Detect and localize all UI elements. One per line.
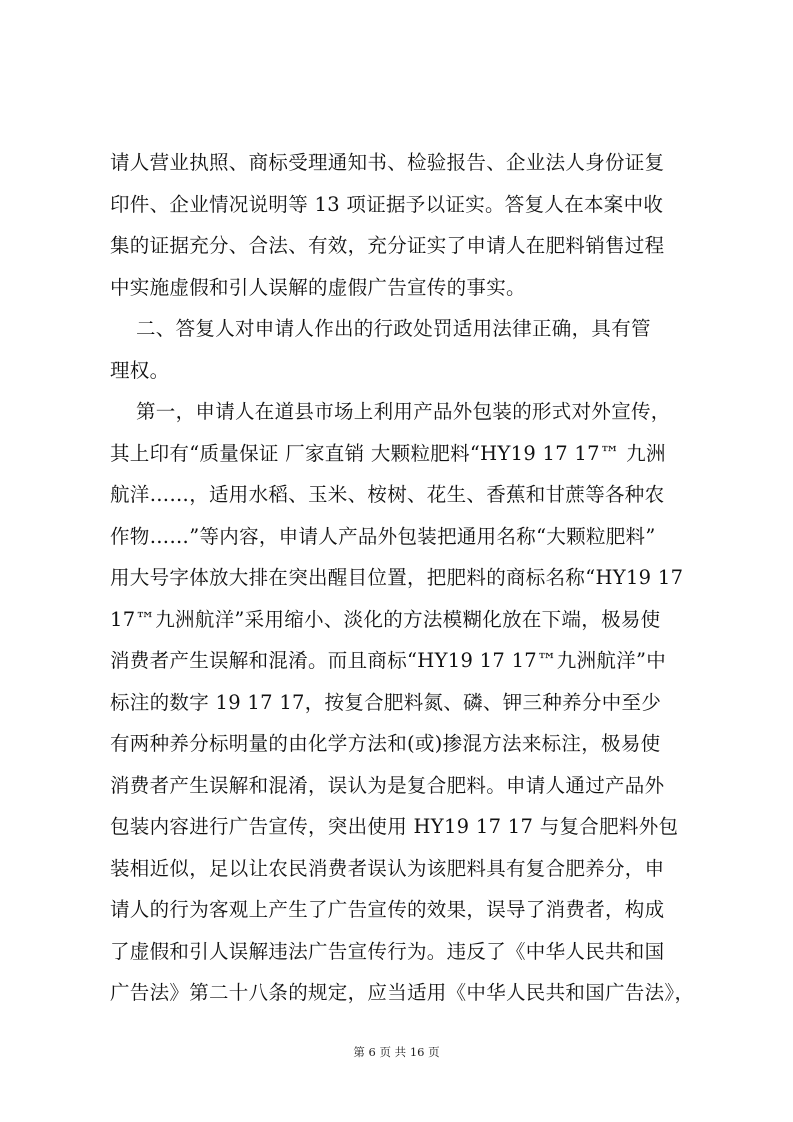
text-line: 集的证据充分、合法、有效，充分证实了申请人在肥料销售过程 [110,234,665,257]
body-text [110,142,695,1014]
page-number-footer: 第 6 页 共 16 页 [353,1045,440,1059]
text-line: 用大号字体放大排在突出醒目位置，把肥料的商标名称“HY19 17 [110,566,684,589]
text-line: 装相近似，足以让农民消费者误认为该肥料具有复合肥养分，申 [110,856,665,880]
text-line: 广告法》第二十八条的规定，应当适用《中华人民共和国广告法》， [110,981,695,1004]
text-line: 其上印有“质量保证 厂家直销 大颗粒肥料“HY19 17 17™ 九洲 [110,441,666,465]
text-line: 请人的行为客观上产生了广告宣传的效果，误导了消费者，构成 [110,898,665,921]
text-line: 印件、企业情况说明等 13 项证据予以证实。答复人在本案中收 [110,192,664,216]
text-line: 作物……”等内容，申请人产品外包装把通用名称“大颗粒肥料” [110,524,656,548]
text-line: 理权。 [110,358,170,382]
text-line: 二、答复人对申请人作出的行政处罚适用法律正确，具有管 [110,317,651,340]
text-line: 消费者产生误解和混淆。而且商标“HY19 17 17™九洲航洋”中 [110,649,667,672]
text-line: 中实施虚假和引人误解的虚假广告宣传的事实。 [110,275,526,299]
text-line: 消费者产生误解和混淆，误认为是复合肥料。申请人通过产品外 [110,773,665,797]
text-line: 包装内容进行广告宣传，突出使用 HY19 17 17 与复合肥料外包 [110,815,679,838]
text-line: 第一，申请人在道县市场上利用产品外包装的形式对外宣传， [110,400,671,423]
text-line: 17™九洲航洋”采用缩小、淡化的方法模糊化放在下端，极易使 [110,607,661,631]
text-line: 航洋……，适用水稻、玉米、桉树、花生、香蕉和甘蔗等各种农 [110,483,665,506]
text-line: 了虚假和引人误解违法广告宣传行为。违反了《中华人民共和国 [110,939,665,963]
text-line: 有两种养分标明量的由化学方法和(或)掺混方法来标注，极易使 [110,732,661,755]
text-line: 请人营业执照、商标受理通知书、检验报告、企业法人身份证复 [110,151,665,174]
text-line: 标注的数字 19 17 17，按复合肥料氮、磷、钾三种养分中至少 [110,690,662,714]
